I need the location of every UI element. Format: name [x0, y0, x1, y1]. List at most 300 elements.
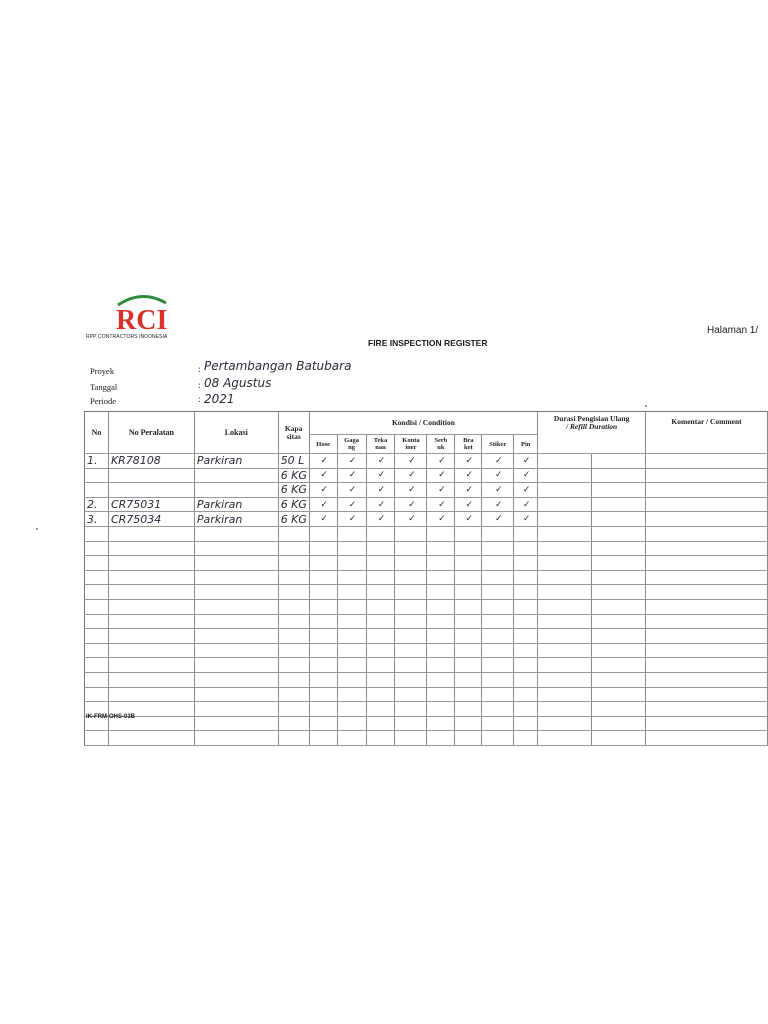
- empty-cell: [427, 672, 455, 687]
- row-check-mark: ✓: [482, 454, 514, 469]
- empty-cell: [455, 672, 482, 687]
- empty-cell: [514, 702, 538, 717]
- empty-cell: [482, 731, 514, 746]
- empty-cell: [455, 599, 482, 614]
- empty-cell: [395, 643, 427, 658]
- table-row-empty: [85, 687, 768, 702]
- table-row: [85, 468, 768, 483]
- empty-cell: [514, 629, 538, 644]
- empty-cell: [278, 614, 309, 629]
- empty-cell: [194, 570, 278, 585]
- row-location: Parkiran: [194, 512, 278, 527]
- empty-cell: [337, 716, 366, 731]
- row-no: 1.: [85, 454, 109, 469]
- empty-cell: [85, 599, 109, 614]
- header-sticker: Stiker: [482, 435, 514, 454]
- empty-cell: [194, 672, 278, 687]
- header-equipment-no: No Peralatan: [108, 412, 194, 454]
- empty-cell: [366, 556, 395, 571]
- empty-cell: [427, 643, 455, 658]
- empty-cell: [514, 556, 538, 571]
- empty-cell: [366, 585, 395, 600]
- period-label: Periode: [90, 396, 116, 406]
- empty-cell: [592, 585, 646, 600]
- empty-cell: [592, 672, 646, 687]
- row-check-mark: ✓: [514, 512, 538, 527]
- empty-cell: [278, 585, 309, 600]
- empty-cell: [309, 570, 337, 585]
- empty-cell: [646, 687, 768, 702]
- empty-cell: [482, 672, 514, 687]
- empty-cell: [538, 716, 592, 731]
- table-row-empty: [85, 702, 768, 717]
- empty-cell: [337, 672, 366, 687]
- empty-cell: [592, 658, 646, 673]
- header-comment: Komentar / Comment: [646, 412, 768, 454]
- empty-cell: [455, 687, 482, 702]
- row-check-mark: ✓: [366, 483, 395, 498]
- empty-cell: [646, 526, 768, 541]
- row-no: [85, 468, 109, 483]
- empty-cell: [592, 643, 646, 658]
- empty-cell: [427, 556, 455, 571]
- empty-cell: [278, 643, 309, 658]
- empty-cell: [366, 526, 395, 541]
- row-empty-cell: [646, 497, 768, 512]
- empty-cell: [194, 702, 278, 717]
- empty-cell: [108, 599, 194, 614]
- empty-cell: [395, 629, 427, 644]
- row-check-mark: ✓: [337, 483, 366, 498]
- empty-cell: [278, 541, 309, 556]
- table-row-empty: [85, 716, 768, 731]
- date-colon: :: [198, 380, 201, 390]
- scan-speck: [645, 405, 647, 407]
- row-equipment-no: [108, 468, 194, 483]
- empty-cell: [646, 658, 768, 673]
- empty-cell: [427, 716, 455, 731]
- empty-cell: [455, 658, 482, 673]
- row-equipment-no: [108, 483, 194, 498]
- empty-cell: [337, 556, 366, 571]
- empty-cell: [278, 731, 309, 746]
- empty-cell: [538, 629, 592, 644]
- empty-cell: [482, 658, 514, 673]
- period-colon: :: [198, 394, 201, 404]
- header-powder-line1: Serb: [434, 437, 448, 444]
- empty-cell: [592, 541, 646, 556]
- empty-cell: [538, 599, 592, 614]
- logo-subtitle: RPP CONTRACTORS INDONESIA: [86, 334, 168, 340]
- empty-cell: [514, 541, 538, 556]
- date-label: Tanggal: [90, 382, 118, 392]
- empty-cell: [309, 643, 337, 658]
- row-check-mark: ✓: [395, 454, 427, 469]
- empty-cell: [337, 570, 366, 585]
- empty-cell: [337, 599, 366, 614]
- empty-cell: [646, 570, 768, 585]
- row-check-mark: ✓: [309, 512, 337, 527]
- empty-cell: [366, 599, 395, 614]
- row-check-mark: ✓: [514, 468, 538, 483]
- register-body: [85, 454, 768, 746]
- empty-cell: [482, 643, 514, 658]
- empty-cell: [592, 526, 646, 541]
- empty-cell: [514, 716, 538, 731]
- row-check-mark: ✓: [337, 468, 366, 483]
- empty-cell: [427, 526, 455, 541]
- empty-cell: [538, 672, 592, 687]
- empty-cell: [395, 716, 427, 731]
- empty-cell: [309, 629, 337, 644]
- empty-cell: [194, 541, 278, 556]
- company-logo: [112, 291, 172, 331]
- form-code: IK-FRM-OHS-03B: [86, 714, 135, 720]
- empty-cell: [427, 599, 455, 614]
- empty-cell: [538, 731, 592, 746]
- empty-cell: [514, 570, 538, 585]
- empty-cell: [482, 556, 514, 571]
- empty-cell: [514, 585, 538, 600]
- empty-cell: [514, 687, 538, 702]
- row-empty-cell: [592, 497, 646, 512]
- row-capacity: 6 KG: [278, 497, 309, 512]
- row-no: 3.: [85, 512, 109, 527]
- project-colon: :: [198, 364, 201, 374]
- empty-cell: [427, 658, 455, 673]
- period-value: 2021: [204, 392, 235, 406]
- table-row-empty: [85, 570, 768, 585]
- table-row-empty: [85, 614, 768, 629]
- table-row: [85, 497, 768, 512]
- empty-cell: [395, 658, 427, 673]
- empty-cell: [278, 599, 309, 614]
- empty-cell: [538, 570, 592, 585]
- row-check-mark: ✓: [366, 512, 395, 527]
- project-value: Pertambangan Batubara: [204, 359, 352, 373]
- row-check-mark: ✓: [337, 497, 366, 512]
- empty-cell: [482, 541, 514, 556]
- empty-cell: [85, 556, 109, 571]
- empty-cell: [85, 570, 109, 585]
- empty-cell: [592, 570, 646, 585]
- row-check-mark: ✓: [427, 454, 455, 469]
- empty-cell: [85, 541, 109, 556]
- empty-cell: [194, 731, 278, 746]
- empty-cell: [278, 702, 309, 717]
- empty-cell: [592, 731, 646, 746]
- empty-cell: [194, 629, 278, 644]
- empty-cell: [309, 526, 337, 541]
- header-hose: Hose: [309, 435, 337, 454]
- row-check-mark: ✓: [337, 454, 366, 469]
- row-empty-cell: [538, 512, 592, 527]
- empty-cell: [278, 526, 309, 541]
- empty-cell: [309, 658, 337, 673]
- empty-cell: [366, 614, 395, 629]
- row-check-mark: ✓: [455, 497, 482, 512]
- empty-cell: [366, 716, 395, 731]
- page-number: Halaman 1/: [707, 325, 759, 336]
- empty-cell: [108, 556, 194, 571]
- empty-cell: [108, 687, 194, 702]
- scan-speck: [36, 528, 38, 530]
- empty-cell: [194, 716, 278, 731]
- empty-cell: [482, 570, 514, 585]
- empty-cell: [427, 702, 455, 717]
- table-row: [85, 454, 768, 469]
- row-location: Parkiran: [194, 454, 278, 469]
- empty-cell: [514, 599, 538, 614]
- header-capacity: [278, 412, 309, 454]
- row-check-mark: ✓: [482, 497, 514, 512]
- empty-cell: [646, 643, 768, 658]
- table-row-empty: [85, 672, 768, 687]
- empty-cell: [395, 614, 427, 629]
- empty-cell: [427, 570, 455, 585]
- empty-cell: [108, 672, 194, 687]
- empty-cell: [108, 658, 194, 673]
- row-check-mark: ✓: [366, 468, 395, 483]
- row-check-mark: ✓: [455, 468, 482, 483]
- header-handle-line2: ng: [348, 444, 356, 451]
- empty-cell: [309, 702, 337, 717]
- inspection-register-table: [84, 411, 768, 746]
- empty-cell: [309, 731, 337, 746]
- row-capacity: 6 KG: [278, 512, 309, 527]
- empty-cell: [427, 731, 455, 746]
- table-row-empty: [85, 556, 768, 571]
- row-capacity: 50 L: [278, 454, 309, 469]
- empty-cell: [108, 614, 194, 629]
- header-refill-line2: / Refill Duration: [565, 422, 618, 431]
- row-check-mark: ✓: [395, 512, 427, 527]
- empty-cell: [482, 526, 514, 541]
- header-condition: Kondisi / Condition: [309, 412, 538, 435]
- empty-cell: [592, 599, 646, 614]
- empty-cell: [366, 702, 395, 717]
- empty-cell: [646, 672, 768, 687]
- empty-cell: [455, 570, 482, 585]
- header-refill-line1: Durasi Pengisian Ulang: [553, 414, 630, 423]
- empty-cell: [337, 526, 366, 541]
- row-empty-cell: [592, 454, 646, 469]
- empty-cell: [366, 541, 395, 556]
- empty-cell: [278, 716, 309, 731]
- empty-cell: [337, 687, 366, 702]
- empty-cell: [646, 541, 768, 556]
- header-handle: [337, 435, 366, 454]
- empty-cell: [366, 672, 395, 687]
- logo-swoosh-icon: [112, 291, 172, 331]
- row-empty-cell: [538, 468, 592, 483]
- empty-cell: [278, 687, 309, 702]
- table-row-empty: [85, 585, 768, 600]
- empty-cell: [455, 702, 482, 717]
- empty-cell: [337, 585, 366, 600]
- empty-cell: [455, 731, 482, 746]
- empty-cell: [646, 599, 768, 614]
- empty-cell: [194, 599, 278, 614]
- row-check-mark: ✓: [395, 468, 427, 483]
- empty-cell: [427, 629, 455, 644]
- empty-cell: [85, 731, 109, 746]
- empty-cell: [482, 585, 514, 600]
- empty-cell: [194, 658, 278, 673]
- project-label: Proyek: [90, 366, 115, 376]
- row-check-mark: ✓: [366, 454, 395, 469]
- row-check-mark: ✓: [309, 497, 337, 512]
- row-empty-cell: [646, 483, 768, 498]
- logo-text: RCI: [116, 305, 168, 331]
- empty-cell: [538, 541, 592, 556]
- empty-cell: [194, 585, 278, 600]
- empty-cell: [455, 526, 482, 541]
- row-check-mark: ✓: [455, 454, 482, 469]
- empty-cell: [592, 556, 646, 571]
- empty-cell: [85, 629, 109, 644]
- header-capacity-line1: Kapa: [284, 423, 303, 433]
- empty-cell: [366, 658, 395, 673]
- empty-cell: [395, 526, 427, 541]
- empty-cell: [538, 658, 592, 673]
- empty-cell: [427, 541, 455, 556]
- empty-cell: [309, 599, 337, 614]
- empty-cell: [395, 556, 427, 571]
- header-powder-line2: uk: [437, 444, 445, 451]
- row-check-mark: ✓: [482, 468, 514, 483]
- empty-cell: [455, 585, 482, 600]
- empty-cell: [482, 614, 514, 629]
- header-refill-duration: [538, 412, 646, 454]
- table-row: [85, 512, 768, 527]
- empty-cell: [538, 556, 592, 571]
- empty-cell: [366, 687, 395, 702]
- header-container-line2: iner: [405, 444, 417, 451]
- empty-cell: [309, 541, 337, 556]
- empty-cell: [85, 585, 109, 600]
- table-row: [85, 483, 768, 498]
- row-empty-cell: [592, 483, 646, 498]
- empty-cell: [108, 643, 194, 658]
- empty-cell: [538, 526, 592, 541]
- row-check-mark: ✓: [455, 483, 482, 498]
- empty-cell: [108, 585, 194, 600]
- table-row-empty: [85, 541, 768, 556]
- empty-cell: [514, 672, 538, 687]
- row-check-mark: ✓: [337, 512, 366, 527]
- empty-cell: [85, 687, 109, 702]
- empty-cell: [395, 541, 427, 556]
- empty-cell: [309, 614, 337, 629]
- empty-cell: [395, 672, 427, 687]
- row-equipment-no: KR78108: [108, 454, 194, 469]
- empty-cell: [592, 687, 646, 702]
- empty-cell: [646, 556, 768, 571]
- empty-cell: [514, 731, 538, 746]
- empty-cell: [366, 570, 395, 585]
- row-check-mark: ✓: [514, 497, 538, 512]
- row-check-mark: ✓: [395, 497, 427, 512]
- row-empty-cell: [538, 454, 592, 469]
- row-location: [194, 468, 278, 483]
- empty-cell: [646, 731, 768, 746]
- empty-cell: [646, 716, 768, 731]
- row-capacity: 6 KG: [278, 483, 309, 498]
- empty-cell: [482, 716, 514, 731]
- empty-cell: [278, 629, 309, 644]
- empty-cell: [455, 614, 482, 629]
- empty-cell: [538, 643, 592, 658]
- row-empty-cell: [646, 468, 768, 483]
- row-empty-cell: [646, 454, 768, 469]
- empty-cell: [395, 585, 427, 600]
- empty-cell: [309, 585, 337, 600]
- row-no: [85, 483, 109, 498]
- empty-cell: [278, 556, 309, 571]
- empty-cell: [455, 629, 482, 644]
- empty-cell: [395, 702, 427, 717]
- header-pressure-line2: nan: [375, 444, 386, 451]
- empty-cell: [85, 672, 109, 687]
- row-check-mark: ✓: [427, 512, 455, 527]
- header-pressure-line1: Teka: [373, 437, 388, 444]
- empty-cell: [482, 599, 514, 614]
- empty-cell: [85, 658, 109, 673]
- table-row-empty: [85, 526, 768, 541]
- empty-cell: [85, 526, 109, 541]
- empty-cell: [646, 629, 768, 644]
- row-location: Parkiran: [194, 497, 278, 512]
- empty-cell: [366, 731, 395, 746]
- row-check-mark: ✓: [427, 497, 455, 512]
- table-row-empty: [85, 731, 768, 746]
- empty-cell: [455, 556, 482, 571]
- date-value: 08 Agustus: [204, 376, 272, 390]
- header-container-line1: Konta: [402, 437, 420, 444]
- empty-cell: [514, 526, 538, 541]
- empty-cell: [337, 731, 366, 746]
- empty-cell: [194, 556, 278, 571]
- row-check-mark: ✓: [427, 468, 455, 483]
- empty-cell: [194, 643, 278, 658]
- empty-cell: [455, 541, 482, 556]
- row-empty-cell: [538, 483, 592, 498]
- empty-cell: [337, 629, 366, 644]
- empty-cell: [455, 716, 482, 731]
- empty-cell: [85, 614, 109, 629]
- empty-cell: [108, 570, 194, 585]
- empty-cell: [337, 541, 366, 556]
- table-row-empty: [85, 629, 768, 644]
- empty-cell: [482, 629, 514, 644]
- row-check-mark: ✓: [455, 512, 482, 527]
- empty-cell: [309, 716, 337, 731]
- empty-cell: [337, 614, 366, 629]
- header-bracket-line1: Bra: [463, 437, 474, 444]
- table-row-empty: [85, 599, 768, 614]
- empty-cell: [427, 687, 455, 702]
- empty-cell: [395, 599, 427, 614]
- table-row-empty: [85, 643, 768, 658]
- empty-cell: [366, 643, 395, 658]
- row-capacity: 6 KG: [278, 468, 309, 483]
- empty-cell: [592, 614, 646, 629]
- empty-cell: [108, 731, 194, 746]
- table-row-empty: [85, 658, 768, 673]
- empty-cell: [646, 614, 768, 629]
- empty-cell: [309, 672, 337, 687]
